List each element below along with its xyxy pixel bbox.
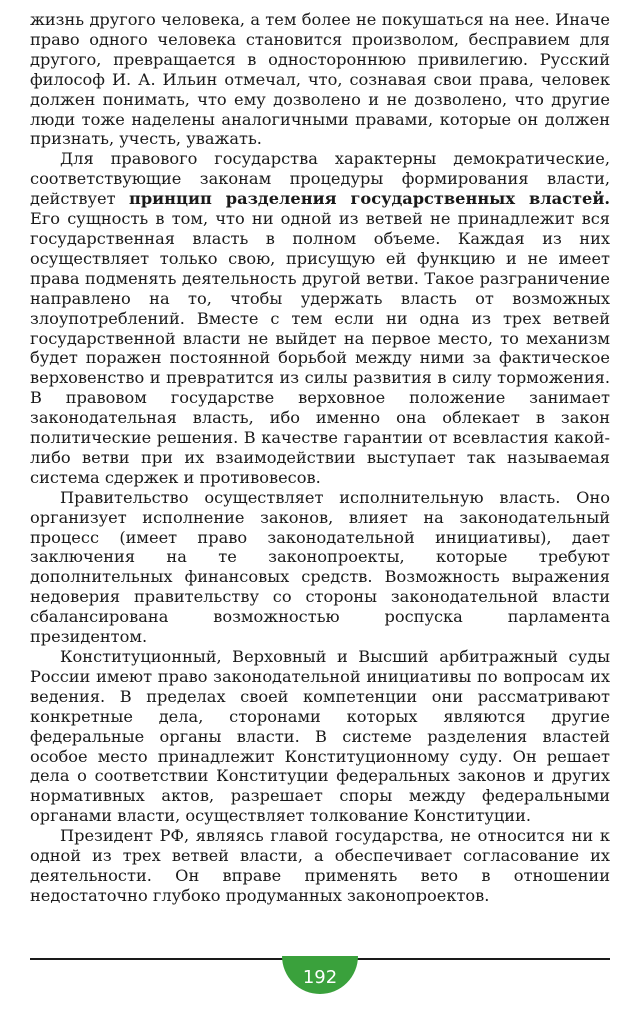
paragraph-2-text-end: Его сущность в том, что ни одной из ветвей не принадлежит вся государственная власть в полном объеме. Каждая из них осуществляет только свою, присущую ей функцию и не имеет права подменять деятельность другой ветви. Такое разграничение направлено на то, чтобы удержать власть от возможных злоупотреблений. Вместе с тем если ни одна из трех ветвей государственной власти не выйдет на первое место, то механизм будет поражен постоянной борьбой между ними за фактическое верховенство и превратится из силы развития в силу торможения. В правовом государстве верховное положение занимает законодательная власть, ибо именно она облекает в закон политические решения. В качестве гарантии от всевластия какой-либо ветви при их взаимодействии выступает так называемая система сдержек и противовесов.	[30, 209, 610, 487]
page-number-badge	[282, 956, 358, 994]
paragraph-2-text-start: Для правового государства характерны демократические, соответствующие законам процедуры формирования власти, действует	[30, 149, 610, 209]
paragraph-5: Президент РФ, являясь главой государства, не относится ни к одной из трех ветвей власти, а обеспечивает согласование их деятельности. Он вправе применять вето в отношении недостаточно глубоко продуманных законопроектов.	[30, 826, 610, 905]
paragraph-1: жизнь другого человека, а тем более не покушаться на нее. Иначе право одного человека становится произволом, бесправием для другого, превращается в одностороннюю привилегию. Русский философ И. А. Ильин отмечал, что, сознавая свои права, человек должен понимать, что ему дозволено и не дозволено, что другие люди тоже наделены аналогичными правами, которые он должен признать, учесть, уважать.	[30, 10, 610, 149]
page-body	[30, 10, 610, 906]
paragraph-3: Правительство осуществляет исполнительную власть. Оно организует исполнение законов, влияет на законодательный процесс (имеет право законодательной инициативы), дает заключения на те законопроекты, которые требуют дополнительных финансовых средств. Возможность выражения недоверия правительству со стороны законодательной власти сбалансирована возможностью роспуска парламента президентом.	[30, 487, 610, 647]
separation-of-powers-term: принцип разделения государственных властей.	[129, 189, 610, 209]
page-number: 192	[302, 966, 338, 988]
paragraph-4: Конституционный, Верховный и Высший арбитражный суды России имеют право законодательной инициативы по вопросам их ведения. В пределах своей компетенции они рассматривают конкретные дела, сторонами которых являются другие федеральные органы власти. В системе разделения властей особое место принадлежит Конституционному суду. Он решает дела о соответствии Конституции федеральных законов и других нормативных актов, разрешает споры между федеральными органами власти, осуществляет толкование Конституции.	[30, 647, 610, 826]
paragraph-2	[30, 149, 610, 487]
